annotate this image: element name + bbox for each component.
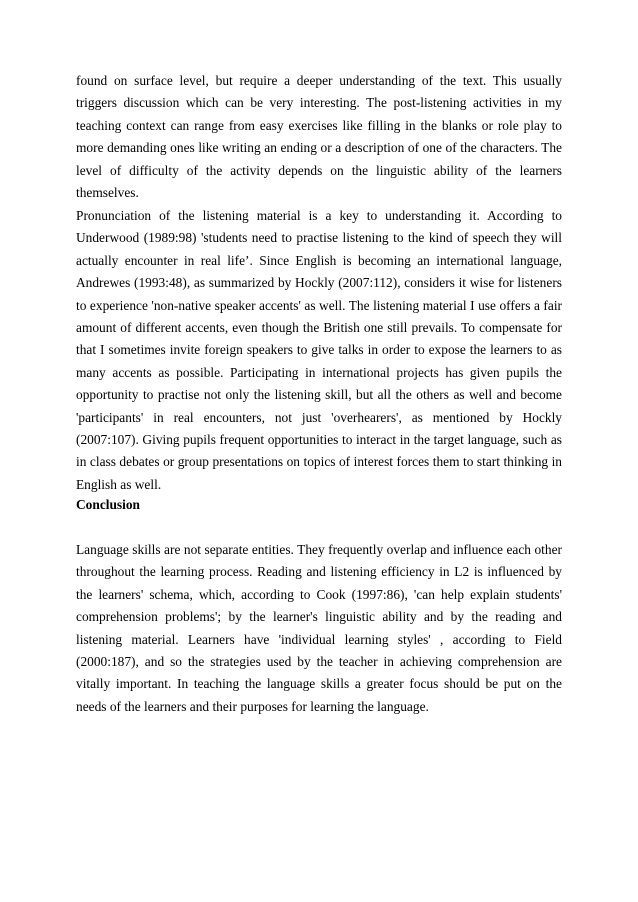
paragraph-conclusion: Language skills are not separate entities. They frequently overlap and influence each other throughout the learning process. Reading and listening efficiency in L2 is influenced by the learners' schema, which, according to Cook (1997:86), 'can help explain students' comprehension problems'; by the learner's linguistic ability and by the reading and listening material. Learners have 'individual learning styles' , according to Field (2000:187), and so the strategies used by the teacher in achieving comprehension are vitally important. In teaching the language skills a greater focus should be put on the needs of the learners and their purposes for learning the language. bbox=[76, 542, 562, 714]
paragraph-pronunciation: Pronunciation of the listening material is a key to understanding it. According to Underwood (1989:98) 'students need to practise listening to the kind of speech they will actually encounter in real life’. Since English is becoming an international language, Andrewes (1993:48), as summarized by Hockly (2007:112), considers it wise for listeners to experience 'non-native speaker accents' as well. The listening material I use offers a fair amount of different accents, even though the British one still prevails. To compensate for that I sometimes invite foreign speakers to give talks in order to expose the learners to as many accents as possible. Participating in international projects has given pupils the opportunity to practise not only the listening skill, but all the others as well and become 'participants' in real encounters, not just 'overhearers', as mentioned by Hockly (2007:107). Giving pupils frequent opportunities to interact in the target language, such as in class debates or group presentations on topics of interest forces them to start thinking in English as well. bbox=[76, 208, 562, 492]
conclusion-heading: Conclusion bbox=[76, 497, 140, 512]
paragraph-listening-activities: found on surface level, but require a deeper understanding of the text. This usually triggers discussion which can be very interesting. The post-listening activities in my teaching context can range from easy exercises like filling in the blanks or role play to more demanding ones like writing an ending or a description of one of the characters. The level of difficulty of the activity depends on the linguistic ability of the learners themselves. bbox=[76, 73, 562, 201]
